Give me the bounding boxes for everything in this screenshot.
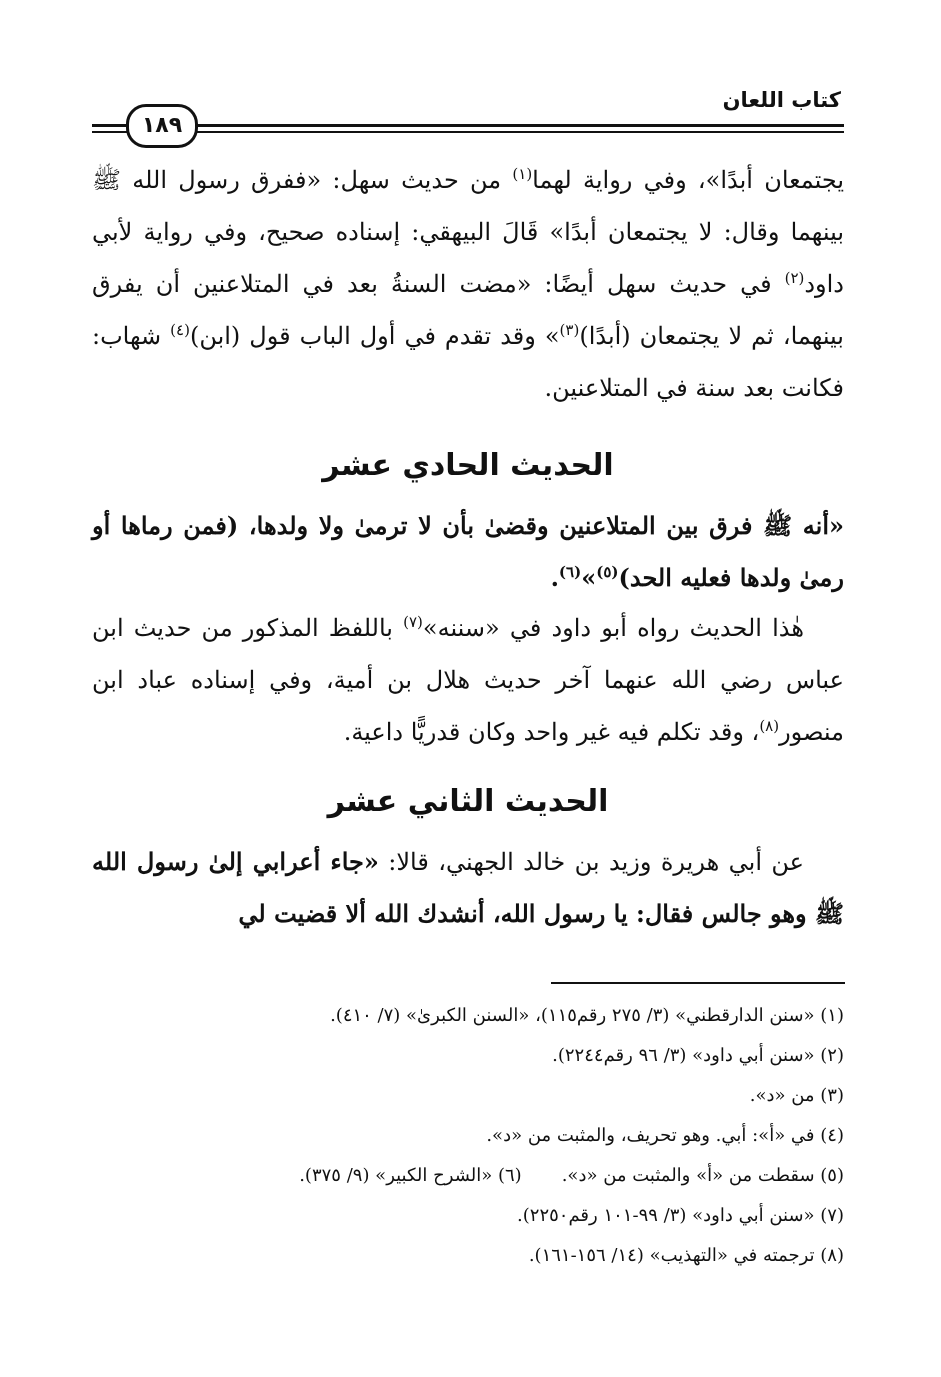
section-heading-hadith-11: الحديث الحادي عشر [322, 448, 614, 483]
footnote-ref: (٢) [784, 269, 805, 287]
paragraph-text: باللفظ المذكور من حديث ابن عباس رضي الله عنهما آخر حديث هلال بن أمية، وفي إسناده عباد ابن منصور [92, 614, 844, 746]
paragraph-text: هٰذا الحديث رواه أبو داود في «سننه» [422, 614, 804, 642]
footnote-5: (٥) سقطت من «أ» والمثبت من «د». [561, 1165, 844, 1186]
footnote-ref: (٥) [596, 563, 619, 581]
hadith-text: » [581, 563, 597, 592]
footnote-3: (٣) من «د». [749, 1085, 844, 1106]
paragraph-1 [92, 154, 844, 414]
header-rule [92, 113, 844, 140]
page-number: ١٨٩ [126, 104, 198, 148]
paragraph-text: من حديث سهل: «ففرق رسول الله ﷺ بينهما وقال: لا يجتمعان أبدًا» قَالَ البيهقي: إسناده صحيح، وفي رواية لأبي داود [92, 166, 844, 298]
footnote-ref: (١) [512, 165, 533, 183]
hadith-text: «أنه ﷺ فرق بين المتلاعنين وقضىٰ بأن لا ترمىٰ ولا ولدها، (فمن رماها أو رمىٰ ولدها فعليه الحد) [92, 511, 844, 592]
hadith-11-text [92, 500, 844, 604]
paragraph-text: » وقد تقدم في أول الباب قول (ابن) [189, 322, 560, 350]
paragraph-text: ، وقد تكلم فيه غير واحد وكان قدريًّا داعية. [343, 718, 760, 746]
footnote-8: (٨) ترجمته في «التهذيب» (١٤/ ١٥٦-١٦١). [528, 1245, 844, 1266]
paragraph-2 [92, 602, 844, 758]
footnote-5-6-line [180, 1156, 844, 1196]
footnote-2: (٢) «سنن أبي داود» (٣/ ٩٦ رقم٢٢٤٤). [552, 1045, 844, 1066]
hadith-text: «جاء أعرابي إلىٰ رسول الله ﷺ وهو جالس فقال: يا رسول الله، أنشدك الله ألا قضيت لي [92, 847, 844, 928]
hadith-text: . [550, 563, 559, 592]
running-head: كتاب اللعان [722, 88, 841, 112]
footnote-7: (٧) «سنن أبي داود» (٣/ ٩٩-١٠١ رقم٢٢٥٠). [517, 1205, 844, 1226]
paragraph-text: في حديث سهل أيضًا: «مضت السنةُ بعد في المتلاعنين أن يفرق بينهما، ثم لا يجتمعان (أبدًا) [92, 270, 844, 350]
section-heading-hadith-12: الحديث الثاني عشر [327, 784, 609, 819]
paragraph-text: عن أبي هريرة وزيد بن خالد الجهني، قالا: [378, 848, 804, 876]
footnote-4: (٤) في «أ»: أبي. وهو تحريف، والمثبت من «د». [486, 1125, 844, 1146]
footnote-ref: (٤) [170, 321, 190, 339]
footnote-ref: (٦) [558, 563, 582, 581]
footnote-1: (١) «سنن الدارقطني» (٣/ ٢٧٥ رقم١١٥)، «السنن الكبرىٰ» (٧/ ٤١٠). [330, 1005, 844, 1026]
paragraph-3 [92, 836, 844, 940]
footnote-6: (٦) «الشرح الكبير» (٩/ ٣٧٥). [299, 1165, 522, 1186]
footnote-ref: (٧) [403, 613, 423, 631]
header-rule-line-bottom [92, 131, 844, 133]
footnote-separator [551, 982, 845, 984]
footnote-ref: (٨) [759, 717, 780, 735]
paragraph-text: يجتمعان أبدًا»، وفي رواية لهما [532, 166, 844, 194]
footnote-ref: (٣) [559, 321, 580, 339]
footnotes [180, 996, 844, 1276]
header-rule-line-top [92, 124, 844, 127]
paragraph-text: شهاب: فكانت بعد سنة في المتلاعنين. [92, 322, 844, 402]
